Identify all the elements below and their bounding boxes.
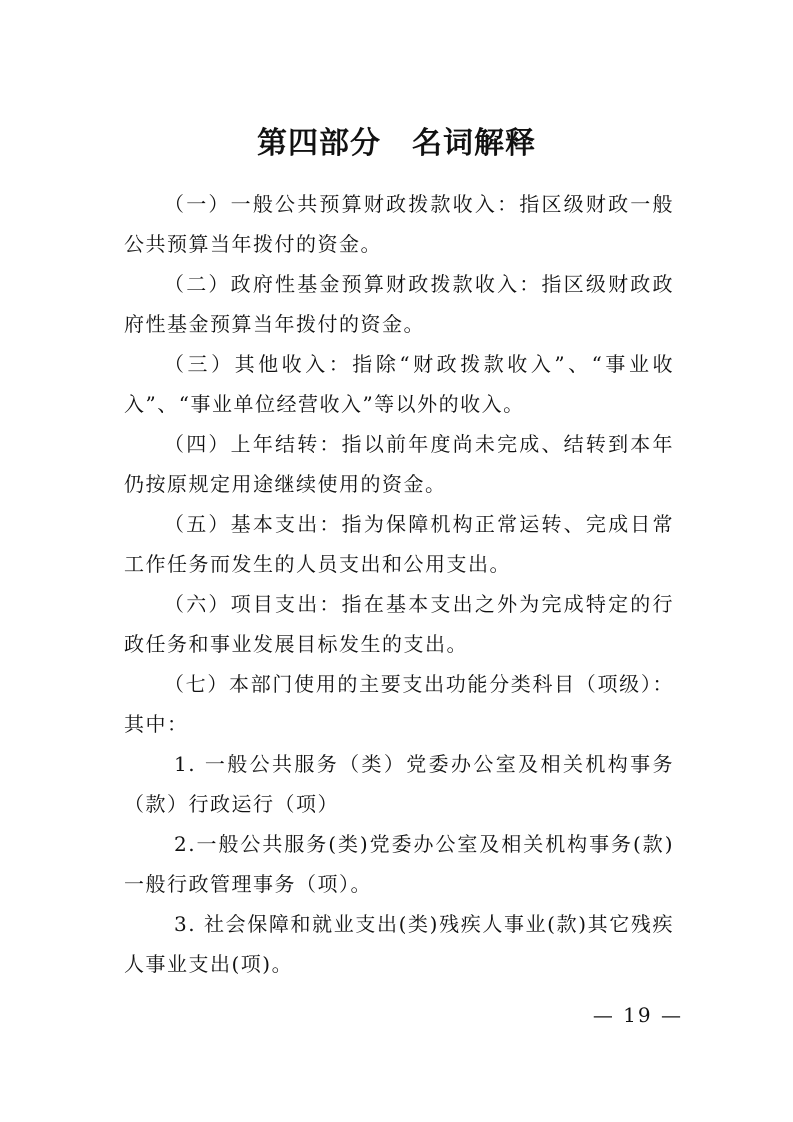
paragraph-general-budget-income: （一）一般公共预算财政拨款收入：指区级财政一般公共预算当年拨付的资金。 <box>124 192 674 256</box>
sub-item-3: 3. 社会保障和就业支出(类)残疾人事业(款)其它残疾人事业支出(项)。 <box>124 912 674 976</box>
paragraph-basic-expenditure: （五）基本支出：指为保障机构正常运转、完成日常工作任务而发生的人员支出和公用支出。 <box>124 512 674 576</box>
page-number: — 19 — <box>592 1003 683 1027</box>
paragraph-carryover: （四）上年结转：指以前年度尚未完成、结转到本年仍按原规定用途继续使用的资金。 <box>124 432 674 496</box>
paragraph-fund-budget-income: （二）政府性基金预算财政拨款收入：指区级财政政府性基金预算当年拨付的资金。 <box>124 272 674 336</box>
sub-item-1: 1. 一般公共服务（类）党委办公室及相关机构事务（款）行政运行（项） <box>124 752 674 816</box>
page-title: 第四部分 名词解释 <box>257 126 536 162</box>
paragraph-other-income: （三）其他收入：指除“财政拨款收入”、“事业收入”、“事业单位经营收入”等以外的收入。 <box>124 352 674 416</box>
sub-item-2: 2.一般公共服务(类)党委办公室及相关机构事务(款)一般行政管理事务（项）。 <box>124 832 674 896</box>
paragraph-function-classification: （七）本部门使用的主要支出功能分类科目（项级）：其中： <box>124 672 674 736</box>
paragraph-project-expenditure: （六）项目支出：指在基本支出之外为完成特定的行政任务和事业发展目标发生的支出。 <box>124 592 674 656</box>
document-body <box>124 184 674 984</box>
